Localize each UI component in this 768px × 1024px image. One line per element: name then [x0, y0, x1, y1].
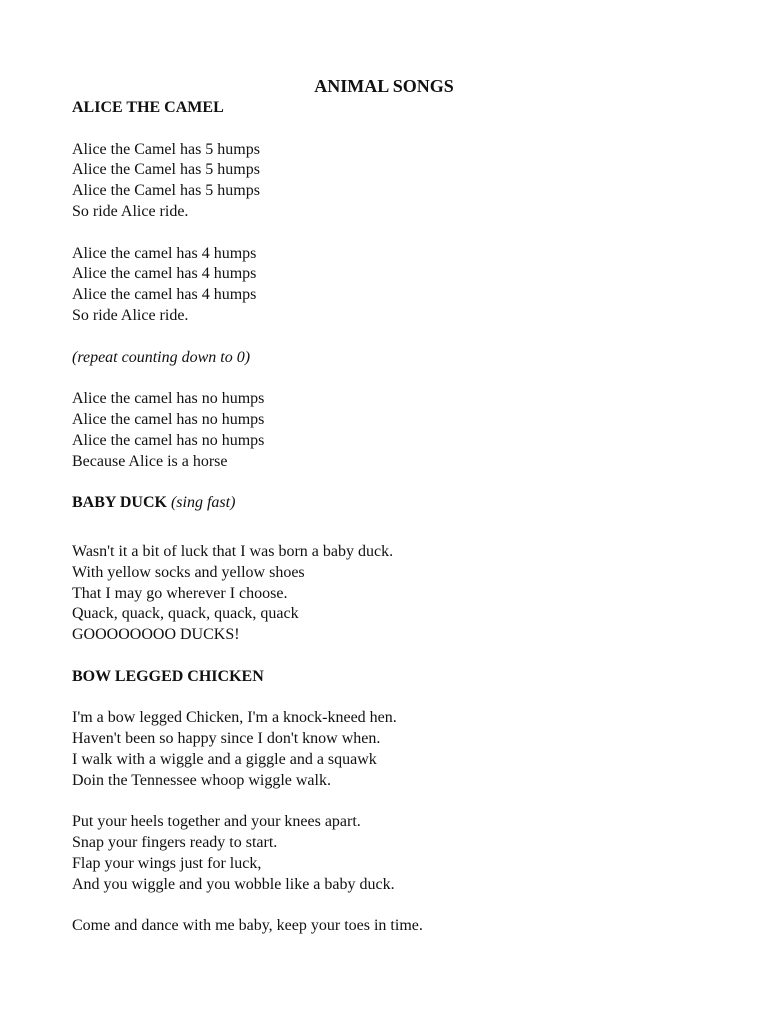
lyric-line: Because Alice is a horse — [72, 452, 228, 470]
lyric-line: Alice the camel has 4 humps — [72, 286, 257, 304]
lyric-line: Alice the Camel has 5 humps — [72, 140, 260, 158]
lyric-line: Flap your wings just for luck, — [72, 854, 262, 872]
lyric-line: And you wiggle and you wobble like a baby duck. — [72, 875, 395, 893]
stanza — [72, 812, 712, 895]
lyric-line: Quack, quack, quack, quack, quack — [72, 605, 299, 623]
lyric-line: Alice the camel has no humps — [72, 431, 265, 449]
song-title-text: BABY DUCK — [72, 494, 167, 512]
lyric-line: That I may go wherever I choose. — [72, 584, 288, 602]
stanza — [72, 542, 712, 646]
song-title-text: ALICE THE CAMEL — [72, 99, 224, 116]
lyric-line: Alice the camel has no humps — [72, 410, 265, 428]
song-title — [72, 493, 712, 514]
stanza — [72, 244, 712, 327]
lyric-line: Haven't been so happy since I don't know when. — [72, 730, 381, 748]
lyric-line: Alice the Camel has 5 humps — [72, 161, 260, 179]
lyric-line: So ride Alice ride. — [72, 306, 189, 324]
song-subtitle: (sing fast) — [170, 494, 236, 512]
lyric-line: Come and dance with me baby, keep your toes in time. — [72, 917, 423, 935]
document-title: ANIMAL SONGS — [314, 76, 454, 96]
lyric-line: I'm a bow legged Chicken, I'm a knock-kneed hen. — [72, 709, 397, 727]
stanza — [72, 140, 712, 223]
lyric-line: Snap your fingers ready to start. — [72, 834, 278, 852]
lyric-line: With yellow socks and yellow shoes — [72, 563, 305, 581]
lyric-line: Doin the Tennessee whoop wiggle walk. — [72, 771, 331, 789]
stanza — [72, 916, 712, 937]
lyric-line: Put your heels together and your knees apart. — [72, 813, 361, 831]
lyric-line: Wasn't it a bit of luck that I was born a baby duck. — [72, 542, 394, 560]
lyric-line: Alice the camel has 4 humps — [72, 265, 257, 283]
lyric-line: Alice the camel has no humps — [72, 390, 265, 408]
song-alice-the-camel — [72, 98, 712, 472]
song-baby-duck — [72, 493, 712, 646]
stanza-note — [72, 348, 712, 369]
performance-note: (repeat counting down to 0) — [72, 348, 251, 366]
lyric-line: So ride Alice ride. — [72, 202, 189, 220]
document-page — [72, 74, 712, 937]
stanza — [72, 389, 712, 472]
song-bow-legged-chicken — [72, 667, 712, 937]
lyric-line: I walk with a wiggle and a giggle and a squawk — [72, 750, 377, 768]
lyric-line: GOOOOOOOO DUCKS! — [72, 626, 240, 644]
stanza — [72, 708, 712, 791]
song-title — [72, 98, 712, 119]
lyric-line: Alice the Camel has 5 humps — [72, 182, 260, 200]
song-title-text: BOW LEGGED CHICKEN — [72, 667, 264, 685]
lyric-line: Alice the camel has 4 humps — [72, 244, 257, 262]
song-title — [72, 667, 712, 688]
